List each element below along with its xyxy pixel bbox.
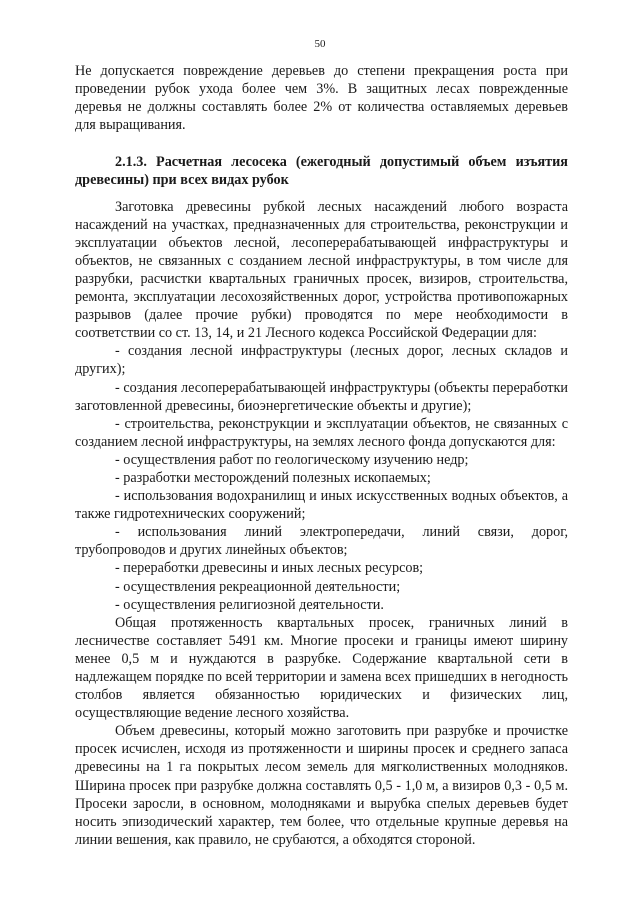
list-item: - разработки месторождений полезных ископаемых; bbox=[115, 469, 431, 486]
list-item: - переработки древесины и иных лесных ресурсов; bbox=[115, 560, 424, 577]
list-item: - осуществления религиозной деятельности. bbox=[115, 596, 384, 613]
list-item: - использования линий электропередачи, линий связи, дорог, трубопроводов и других линейных объектов; bbox=[75, 524, 568, 559]
list-item: - строительства, реконструкции и эксплуатации объектов, не связанных с созданием лесной инфраструктуры, на землях лесного фонда допускаются для: bbox=[75, 415, 568, 450]
volume-paragraph: Объем древесины, который можно заготовить при разрубке и прочистке просек исчислен, исходя из протяженности и ширины просек и среднего запаса древесины на 1 га покрытых лесом земель для мягколиственных молодняков. Ширина просек при разрубке должна составлять 0,5 - 1,0 м, а визиров 0,3 - 0,5 м. Просеки заросли, в основном, молодняками и вырубка спелых деревьев будет носить эпизодический характер, тем более, что отдельные крупные деревья на линии вешения, как правило, не срубаются, а обходятся стороной. bbox=[75, 723, 568, 848]
list-item: - осуществления рекреационной деятельности; bbox=[115, 578, 401, 595]
list-item: - создания лесоперерабатывающей инфраструктуры (объекты переработки заготовленной древесины, биоэнергетические объекты и другие); bbox=[75, 379, 568, 414]
list-item: - использования водохранилищ и иных искусственных водных объектов, а также гидротехнических сооружений; bbox=[75, 488, 568, 523]
list-item: - создания лесной инфраструктуры (лесных дорог, лесных складов и других); bbox=[75, 343, 568, 378]
list-item: - осуществления работ по геологическому изучению недр; bbox=[115, 451, 469, 468]
page-number: 50 bbox=[314, 38, 326, 50]
length-paragraph: Общая протяженность квартальных просек, граничных линий в лесничестве составляет 5491 км. Многие просеки и границы имеют ширину менее 0,5 м и нуждаются в разрубке. Содержание квартальной сети в надлежащем порядке по всей территории и замена всех пришедших в негодность столбов является обязанностью юридических и физических лиц, осуществляющие ведение лесного хозяйства. bbox=[75, 614, 568, 722]
bullet-list bbox=[75, 342, 568, 613]
intro-paragraph: Не допускается повреждение деревьев до степени прекращения роста при проведении рубок ухода более чем 3%. В защитных лесах поврежденные деревья не должны составлять более 2% от количества оставляемых деревьев для выращивания. bbox=[75, 63, 568, 134]
main-paragraph: Заготовка древесины рубкой лесных насаждений любого возраста насаждений на участках, предназначенных для строительства, реконструкции и эксплуатации объектов лесной, лесоперерабатывающей инфраструктуры и объектов, не связанных с созданием лесной инфраструктуры, в том числе для разрубки, расчистки квартальных граничных просек, визиров, строительства, ремонта, эксплуатации лесохозяйственных дорог, устройства противопожарных разрывов (далее прочие рубки) проводятся по мере необходимости в соответствии со ст. 13, 14, и 21 Лесного кодекса Российской Федерации для: bbox=[75, 198, 568, 342]
section-heading: 2.1.3. Расчетная лесосека (ежегодный допустимый объем изъятия древесины) при всех видах рубок bbox=[75, 154, 568, 189]
document-body bbox=[75, 62, 568, 849]
